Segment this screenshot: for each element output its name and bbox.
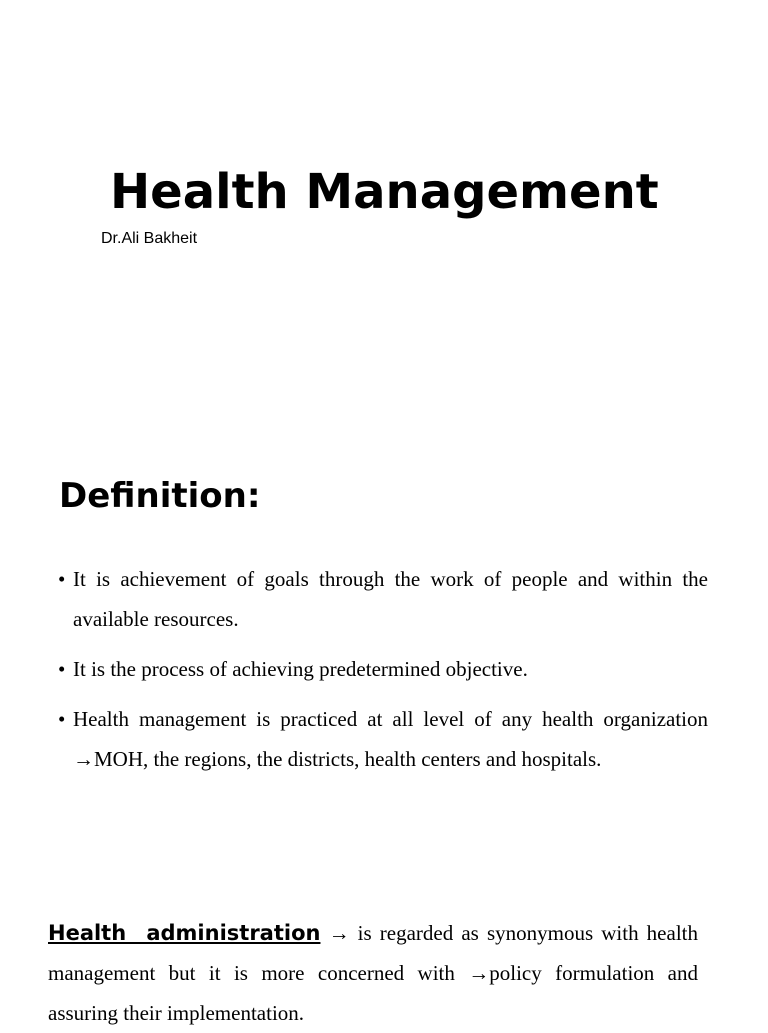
administration-paragraph bbox=[48, 913, 698, 1033]
definition-heading: Definition: bbox=[59, 476, 261, 516]
bullet-text: It is achievement of goals through the work of people and within the available resources. bbox=[73, 567, 708, 631]
definition-bullet-list bbox=[58, 559, 708, 789]
bullet-icon: • bbox=[58, 707, 66, 731]
slide-author: Dr.Ali Bakheit bbox=[101, 230, 198, 247]
bullet-text: It is the process of achieving predetermined objective. bbox=[73, 657, 528, 681]
bullet-item bbox=[58, 559, 708, 639]
bullet-text: Health management is practiced at all level of any health organization →MOH, the regions, the districts, health centers and hospitals. bbox=[73, 707, 708, 771]
administration-term: Health administration bbox=[48, 921, 321, 945]
bullet-item bbox=[58, 699, 708, 779]
bullet-icon: • bbox=[58, 567, 66, 591]
bullet-icon: • bbox=[58, 657, 66, 681]
bullet-item bbox=[58, 649, 708, 689]
slide-title: Health Management bbox=[110, 164, 659, 220]
administration-text: → is regarded as synonymous with health management but it is more concerned with →policy formulation and assuring their implementation. bbox=[48, 921, 698, 1025]
